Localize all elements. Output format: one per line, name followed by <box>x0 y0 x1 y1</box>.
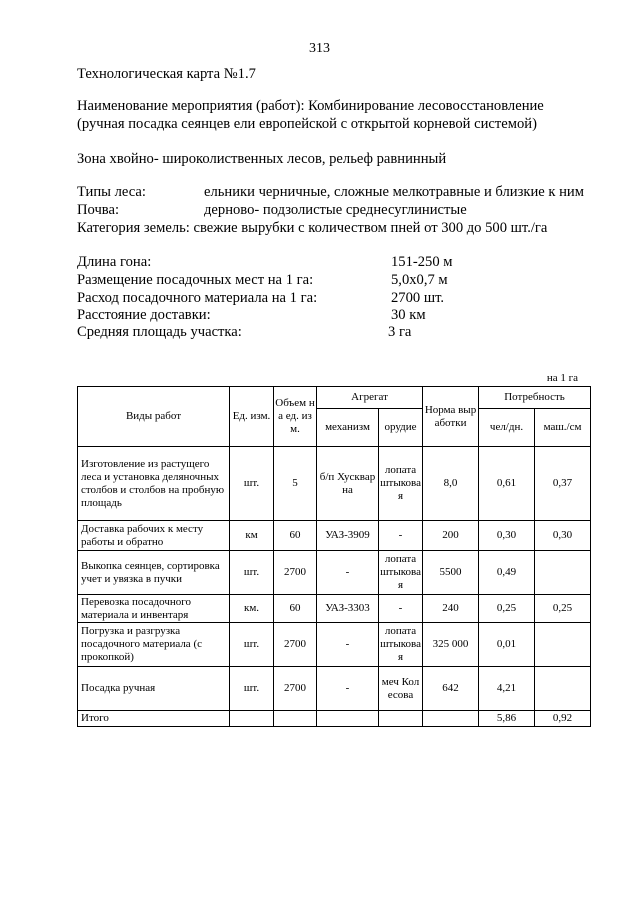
header-aggregate: Агрегат <box>317 387 423 409</box>
cell-machine: 0,30 <box>535 521 591 551</box>
cell-volume: 5 <box>274 447 317 521</box>
cell-work-name: Выкопка сеянцев, сортировка учет и увязка в пучки <box>78 551 230 595</box>
param-value: 2700 шт. <box>391 290 445 306</box>
header-mechanism: механизм <box>317 409 379 447</box>
header-machine: маш./см <box>535 409 591 447</box>
forest-types-label: Типы леса: <box>77 184 146 200</box>
cell-volume: 60 <box>274 521 317 551</box>
cell-empty <box>230 711 274 727</box>
table-row <box>78 521 591 551</box>
cell-man-days: 0,30 <box>479 521 535 551</box>
header-work-types: Виды работ <box>78 387 230 447</box>
card-title: Технологическая карта №1.7 <box>77 66 256 82</box>
activity-line-2: (ручная посадка сеянцев ели европейской с открытой корневой системой) <box>77 116 537 132</box>
soil-value: дерново- подзолистые среднесуглинистые <box>204 202 467 218</box>
cell-tool: лопата штыковая <box>379 447 423 521</box>
cell-man-days: 4,21 <box>479 667 535 711</box>
cell-man-days: 0,49 <box>479 551 535 595</box>
param-label: Средняя площадь участка: <box>77 324 242 340</box>
cell-volume: 2700 <box>274 551 317 595</box>
param-value: 3 га <box>388 324 412 340</box>
cell-tool: лопата штыковая <box>379 551 423 595</box>
cell-norm: 642 <box>423 667 479 711</box>
cell-total-label: Итого <box>78 711 230 727</box>
cell-empty <box>379 711 423 727</box>
header-tool: орудие <box>379 409 423 447</box>
cell-work-name: Доставка рабочих к месту работы и обратно <box>78 521 230 551</box>
cell-machine <box>535 551 591 595</box>
cell-norm: 325 000 <box>423 623 479 667</box>
header-volume: Объем на ед. изм. <box>274 387 317 447</box>
table-row <box>78 551 591 595</box>
cell-mechanism: УАЗ-3909 <box>317 521 379 551</box>
table-row <box>78 623 591 667</box>
zone-text: Зона хвойно- широколиственных лесов, рельеф равнинный <box>77 151 447 167</box>
cell-volume: 2700 <box>274 623 317 667</box>
cell-norm: 5500 <box>423 551 479 595</box>
cell-man-days: 0,61 <box>479 447 535 521</box>
param-label: Расход посадочного материала на 1 га: <box>77 290 318 306</box>
param-value: 5,0х0,7 м <box>391 272 448 288</box>
param-value: 151-250 м <box>391 254 453 270</box>
cell-work-name: Погрузка и разгрузка посадочного материала (с прокопкой) <box>78 623 230 667</box>
cell-machine <box>535 623 591 667</box>
cell-tool: лопата штыковая <box>379 623 423 667</box>
soil-label: Почва: <box>77 202 120 218</box>
cell-man-days: 0,25 <box>479 595 535 623</box>
cell-empty <box>274 711 317 727</box>
cell-mechanism: - <box>317 551 379 595</box>
cell-unit: км. <box>230 595 274 623</box>
header-man-days: чел/дн. <box>479 409 535 447</box>
cell-norm: 8,0 <box>423 447 479 521</box>
cell-machine: 0,37 <box>535 447 591 521</box>
cell-tool: меч Колесова <box>379 667 423 711</box>
cell-mechanism: - <box>317 623 379 667</box>
header-need: Потребность <box>479 387 591 409</box>
cell-volume: 2700 <box>274 667 317 711</box>
param-label: Размещение посадочных мест на 1 га: <box>77 272 314 288</box>
cell-total-machine: 0,92 <box>535 711 591 727</box>
table-row <box>78 667 591 711</box>
cell-man-days: 0,01 <box>479 623 535 667</box>
cell-mechanism: - <box>317 667 379 711</box>
land-category: Категория земель: свежие вырубки с количеством пней от 300 до 500 шт./га <box>77 220 548 236</box>
cell-unit: шт. <box>230 667 274 711</box>
cell-unit: шт. <box>230 623 274 667</box>
cell-norm: 240 <box>423 595 479 623</box>
per-unit-note: на 1 га <box>546 372 578 384</box>
param-value: 30 км <box>391 307 426 323</box>
table-total-row <box>78 711 591 727</box>
table-row <box>78 447 591 521</box>
cell-work-name: Перевозка посадочного материала и инвентаря <box>78 595 230 623</box>
cell-norm: 200 <box>423 521 479 551</box>
cell-unit: шт. <box>230 551 274 595</box>
cell-total-man-days: 5,86 <box>479 711 535 727</box>
cell-machine: 0,25 <box>535 595 591 623</box>
work-table <box>77 386 591 727</box>
param-label: Расстояние доставки: <box>77 307 211 323</box>
cell-mechanism: б/п Хускварна <box>317 447 379 521</box>
cell-unit: км <box>230 521 274 551</box>
table-row <box>78 595 591 623</box>
param-label: Длина гона: <box>77 254 152 270</box>
cell-empty <box>423 711 479 727</box>
cell-volume: 60 <box>274 595 317 623</box>
page-number: 313 <box>309 41 330 56</box>
activity-line-1: Наименование мероприятия (работ): Комбинирование лесовосстановление <box>77 98 544 114</box>
cell-tool: - <box>379 521 423 551</box>
cell-work-name: Посадка ручная <box>78 667 230 711</box>
cell-tool: - <box>379 595 423 623</box>
cell-mechanism: УАЗ-3303 <box>317 595 379 623</box>
cell-unit: шт. <box>230 447 274 521</box>
forest-types-value: ельники черничные, сложные мелкотравные и близкие к ним <box>204 184 584 200</box>
header-norm: Норма выработки <box>423 387 479 447</box>
cell-work-name: Изготовление из растущего леса и установка деляночных столбов и столбов на пробную площадь <box>78 447 230 521</box>
cell-machine <box>535 667 591 711</box>
header-unit: Ед. изм. <box>230 387 274 447</box>
cell-empty <box>317 711 379 727</box>
